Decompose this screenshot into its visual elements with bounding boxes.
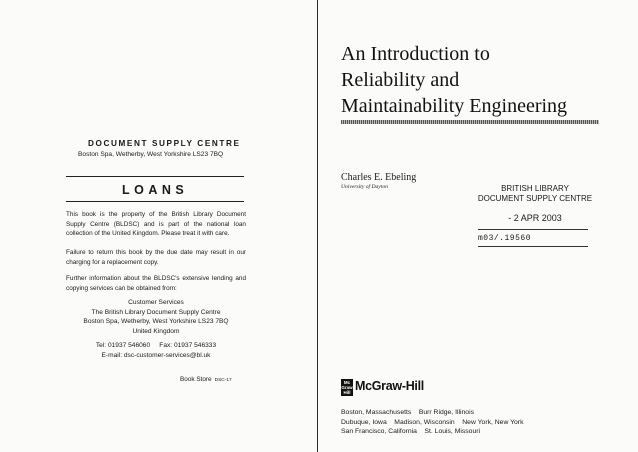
- cities-line: Dubuque, Iowa Madison, Wisconsin New York, New York: [341, 418, 524, 426]
- customer-services-line: Boston Spa, Wetherby, West Yorkshire LS23 7BQ: [83, 318, 229, 325]
- publisher-logo: [341, 379, 353, 396]
- library-stamp: [470, 184, 600, 204]
- loans-paragraph-failure: Failure to return this book by the due date may result in our charging for a replacement copy.: [66, 249, 246, 266]
- title-line: An Introduction to: [341, 43, 490, 65]
- loans-rule-top: [66, 176, 244, 177]
- title-line: Maintainability Engineering: [341, 95, 568, 117]
- author-name: Charles E. Ebeling: [341, 172, 417, 183]
- bookstore-label-block: [180, 376, 232, 383]
- dsc-title: DOCUMENT SUPPLY CENTRE: [88, 139, 241, 148]
- customer-services-line: United Kingdom: [132, 327, 180, 335]
- logo-text: Hill: [343, 390, 351, 395]
- author-affiliation: University of Dayton: [341, 184, 388, 190]
- customer-services-block: [66, 298, 246, 336]
- logo-text: Graw: [341, 385, 353, 390]
- contact-block: [66, 341, 246, 360]
- title-rule: [341, 120, 599, 124]
- customer-services-line: The British Library Document Supply Centre: [91, 308, 221, 316]
- loans-title: LOANS: [122, 183, 189, 197]
- stamp-date: - 2 APR 2003: [508, 213, 562, 223]
- dsc-address: Boston Spa, Wetherby, West Yorkshire LS23 7BQ: [78, 151, 224, 158]
- title-line: Reliability and: [341, 69, 460, 91]
- bookstore-label: Book Store: [180, 376, 212, 383]
- tel-fax: Tel: 01937 546060 Fax: 01937 546333: [95, 342, 217, 349]
- stamp-code: m03/.19560: [478, 234, 532, 243]
- cities-line: San Francisco, California St. Louis, Missouri: [341, 428, 481, 436]
- bookstore-code: DSC-17: [214, 378, 232, 383]
- stamp-line: DOCUMENT SUPPLY CENTRE: [477, 194, 593, 203]
- book-title: [341, 41, 567, 119]
- stamp-rule: [478, 246, 588, 247]
- loans-paragraph-further-info: Further information about the BLDSC's extensive lending and copying services can be obtained from:: [66, 275, 246, 292]
- publisher-name: McGraw-Hill: [355, 379, 424, 393]
- cities-line: Boston, Massachusetts Burr Ridge, Illinois: [341, 409, 474, 416]
- left-page: [0, 0, 318, 452]
- stamp-line: BRITISH LIBRARY: [501, 184, 569, 193]
- stamp-rule: [478, 229, 588, 230]
- logo-text: Mc: [343, 380, 351, 385]
- customer-services-heading: Customer Services: [128, 299, 184, 306]
- loans-rule-bottom: [66, 201, 244, 202]
- email: E-mail: dsc-customer-services@bl.uk: [101, 351, 211, 359]
- loans-paragraph-property: This book is the property of the British Library Document Supply Centre (BLDSC) and is part of the national loan collection of the United Kingdom. Please treat it with care.: [66, 211, 246, 237]
- publisher-cities: [341, 408, 523, 437]
